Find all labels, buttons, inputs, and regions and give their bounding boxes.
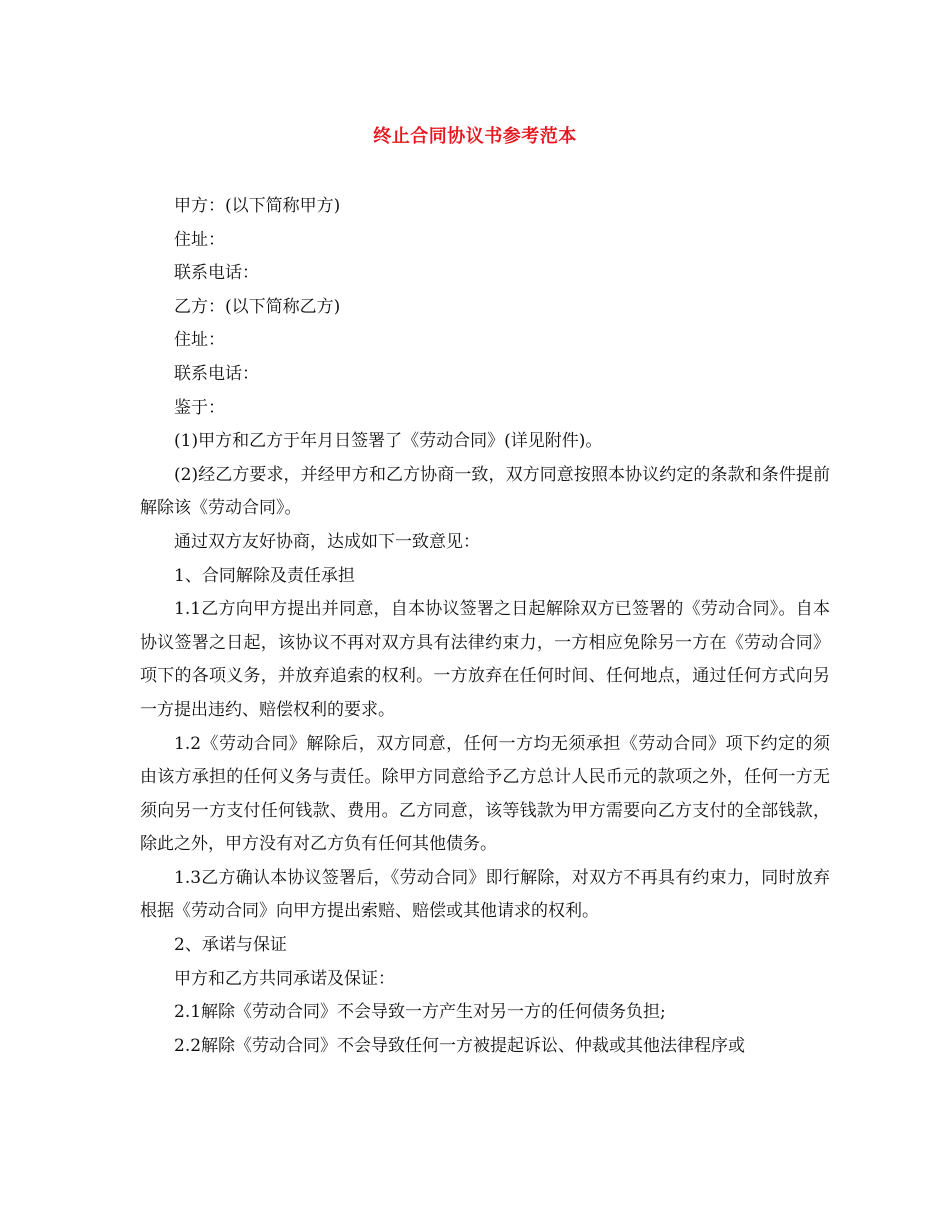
- section-2-heading: 2、承诺与保证: [174, 935, 287, 956]
- party-b-address: 住址：: [174, 330, 225, 351]
- consensus-intro: 通过双方友好协商，达成如下一致意见：: [174, 531, 480, 552]
- party-a-address: 住址：: [174, 229, 225, 250]
- section-2-intro: 甲方和乙方共同承诺及保证：: [174, 968, 395, 989]
- whereas-item-2: (2)经乙方要求，并经甲方和乙方协商一致，双方同意按照本协议约定的条款和条件提前解除该《劳动合同》。: [140, 464, 830, 519]
- clause-1-2: 1.2《劳动合同》解除后，双方同意，任何一方均无须承担《劳动合同》项下约定的须由该方承担的任何义务与责任。除甲方同意给予乙方总计人民币元的款项之外，任何一方无须向另一方支付任何钱款、费用。乙方同意，该等钱款为甲方需要向乙方支付的全部钱款，除此之外，甲方没有对乙方负有任何其他债务。: [140, 733, 830, 855]
- document-body: [140, 190, 830, 1063]
- clause-2-2: 2.2解除《劳动合同》不会导致任何一方被提起诉讼、仲裁或其他法律程序或: [174, 1035, 746, 1056]
- clause-1-3: 1.3乙方确认本协议签署后，《劳动合同》即行解除，对双方不再具有约束力，同时放弃根据《劳动合同》向甲方提出索赔、赔偿或其他请求的权利。: [140, 867, 830, 922]
- party-b-line: 乙方：(以下简称乙方): [174, 296, 341, 317]
- clause-2-1: 2.1解除《劳动合同》不会导致一方产生对另一方的任何债务负担;: [174, 1002, 666, 1023]
- whereas-item-1: (1)甲方和乙方于年月日签署了《劳动合同》(详见附件)。: [174, 431, 603, 452]
- document-title: 终止合同协议书参考范本: [373, 126, 577, 147]
- party-a-phone: 联系电话：: [174, 263, 259, 284]
- party-a-line: 甲方：(以下简称甲方): [174, 196, 341, 216]
- clause-1-1: 1.1乙方向甲方提出并同意，自本协议签署之日起解除双方已签署的《劳动合同》。自本协议签署之日起，该协议不再对双方具有法律约束力，一方相应免除另一方在《劳动合同》项下的各项义务，并放弃追索的权利。一方放弃在任何时间、任何地点，通过任何方式向另一方提出违约、赔偿权利的要求。: [140, 599, 830, 720]
- section-1-heading: 1、合同解除及责任承担: [174, 565, 355, 586]
- party-b-phone: 联系电话：: [174, 363, 259, 384]
- whereas-heading: 鉴于：: [174, 397, 225, 418]
